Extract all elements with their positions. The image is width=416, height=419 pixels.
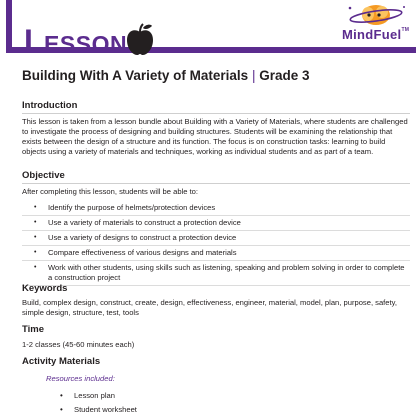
introduction-rule [22, 113, 410, 114]
resources-list [46, 391, 137, 419]
lesson-wordmark [24, 23, 128, 59]
objective-item: • Use a variety of materials to construct a protection device [22, 216, 410, 231]
objective-rule [22, 183, 410, 184]
activity-materials-heading: Activity Materials [22, 356, 101, 367]
logo-trademark: TM [401, 27, 410, 33]
objective-intro: After completing this lesson, students will be able to: [22, 187, 199, 196]
title-divider: | [251, 68, 256, 83]
introduction-text: This lesson is taken from a lesson bundle about Building with a Variety of Materials, where students are challenged to investigate the process of designing and building structures. Students will be examining the relationship that exists between the design of a structure and its function. The focus is on construction tasks: learning to build objects using a variety of materials and techniques, working as individual students and as part of a team. [22, 117, 408, 156]
resource-item: • Student worksheet [46, 405, 137, 419]
lesson-wordmark-rest: ESSON [44, 31, 128, 57]
logo-text [342, 27, 409, 42]
apple-icon [125, 22, 155, 56]
lesson-title: Building With A Variety of Materials [22, 68, 249, 83]
time-text: 1-2 classes (45-60 minutes each) [22, 340, 135, 349]
resources-included-label: Resources included: [46, 374, 115, 383]
keywords-text: Build, complex design, construct, create, design, effectiveness, engineer, material, model, plan, purpose, safety, simple design, structure, test, tools [22, 298, 397, 317]
resource-item: • Lesson plan [46, 391, 137, 405]
objective-list [22, 201, 410, 286]
introduction-heading: Introduction [22, 100, 78, 111]
objective-item: • Identify the purpose of helmets/protection devices [22, 201, 410, 216]
grade-label: Grade 3 [259, 68, 310, 83]
objective-item: • Use a variety of designs to construct a protection device [22, 231, 410, 246]
objective-heading: Objective [22, 170, 65, 181]
logo-name: MindFuel [342, 27, 402, 42]
objective-item: • Compare effectiveness of various designs and materials [22, 246, 410, 261]
header-frame-vertical [6, 0, 12, 53]
keywords-heading: Keywords [22, 283, 68, 294]
objective-item: • Work with other students, using skills such as listening, speaking and problem solving in order to complete a construction project [22, 261, 410, 286]
lesson-wordmark-initial: L [24, 23, 45, 59]
page-title [22, 68, 310, 83]
time-heading: Time [22, 324, 45, 335]
